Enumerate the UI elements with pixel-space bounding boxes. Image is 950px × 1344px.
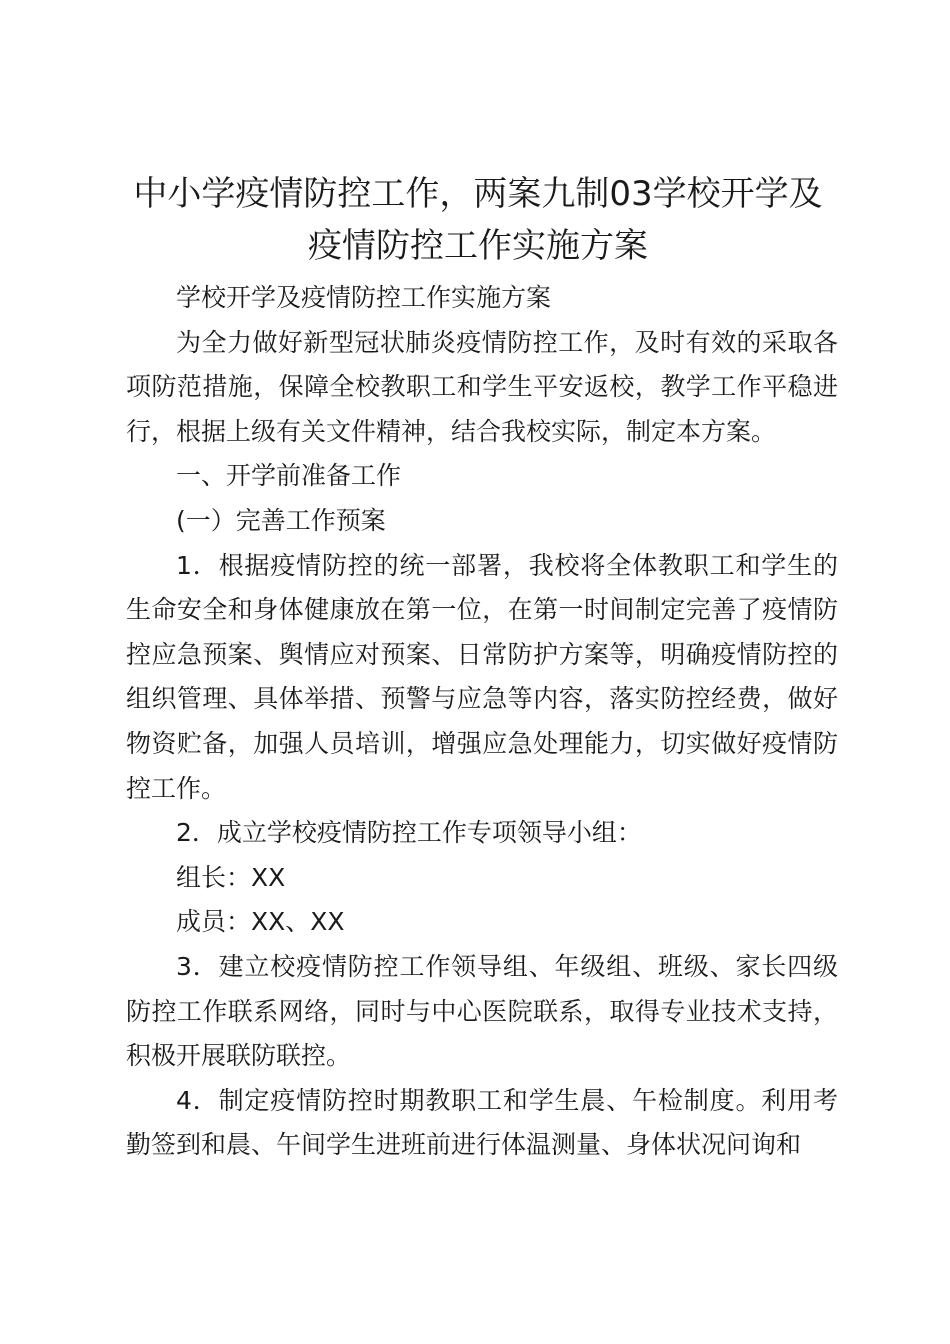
section-heading: 一、开学前准备工作: [176, 461, 402, 491]
paragraph-item-2: 2．成立学校疫情防控工作专项领导小组：: [176, 818, 642, 848]
paragraph-item-3: 3．建立校疫情防控工作领导组、年级组、班级、家长四级防控工作联系网络，同时与中心医院联系，取得专业技术支持，积极开展联防联控。: [126, 951, 838, 1071]
paragraph-subtitle: 学校开学及疫情防控工作实施方案: [176, 283, 552, 312]
paragraph-item-1: 1．根据疫情防控的统一部署，我校将全体教职工和学生的生命安全和身体健康放在第一位，在第一时间制定完善了疫情防控应急预案、舆情应对预案、日常防护方案等，明确疫情防控的组织管理、具体举措、预警与应急等内容，落实防控经费，做好物资贮备，加强人员培训，增强应急处理能力，切实做好疫情防控工作。: [126, 550, 838, 803]
subsection-heading: (一）完善工作预案: [176, 505, 386, 535]
paragraph-group-members: 成员：XX、XX: [176, 907, 345, 937]
document-title: 中小学疫情防控工作，两案九制03学校开学及疫情防控工作实施方案: [133, 174, 823, 266]
document-body: [126, 276, 838, 1168]
paragraph-intro: 为全力做好新型冠状肺炎疫情防控工作，及时有效的采取各项防范措施，保障全校教职工和学生平安返校，教学工作平稳进行，根据上级有关文件精神，结合我校实际，制定本方案。: [126, 327, 838, 446]
paragraph-group-leader: 组长：XX: [176, 862, 286, 892]
paragraph-item-4: 4．制定疫情防控时期教职工和学生晨、午检制度。利用考勤签到和晨、午间学生进班前进行体温测量、身体状况问询和: [126, 1085, 838, 1160]
